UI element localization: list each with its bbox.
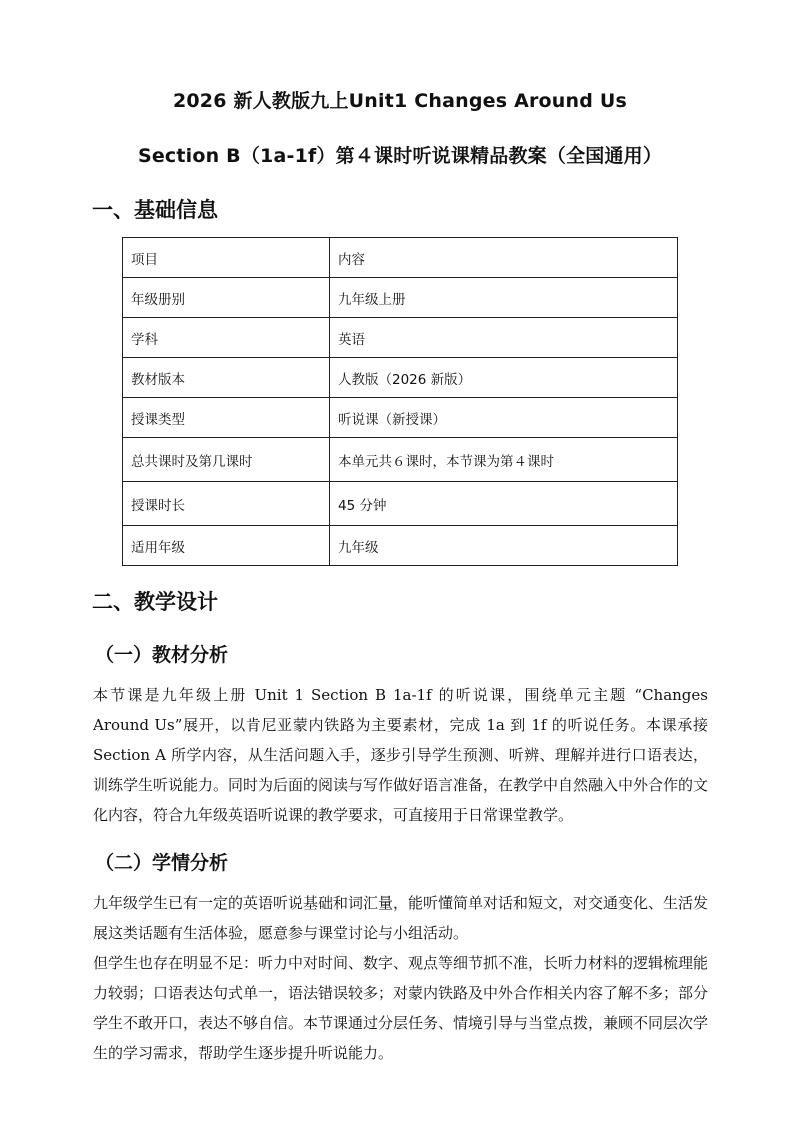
table-cell-value: 九年级 xyxy=(330,526,678,566)
table-row xyxy=(123,358,678,398)
table-row xyxy=(123,318,678,358)
basic-info-table xyxy=(122,237,678,566)
document-subtitle: Section B（1a-1f）第４课时听说课精品教案（全国通用） xyxy=(137,145,663,167)
table-cell-label: 项目 xyxy=(123,238,330,278)
table-row xyxy=(123,238,678,278)
table-cell-label: 适用年级 xyxy=(123,526,330,566)
table-cell-label: 年级册别 xyxy=(123,278,330,318)
table-row xyxy=(123,278,678,318)
table-cell-value: 英语 xyxy=(330,318,678,358)
section-heading-teaching-design: 二、教学设计 xyxy=(92,590,218,614)
table-row xyxy=(123,482,678,526)
table-cell-value: 本单元共６课时，本节课为第４课时 xyxy=(330,438,678,482)
table-cell-label: 授课时长 xyxy=(123,482,330,526)
section-heading-basic-info: 一、基础信息 xyxy=(92,198,218,222)
material-analysis-paragraph: 本节课是九年级上册 Unit 1 Section B 1a-1f 的听说课，围绕单元主题 “Changes Around Us”展开，以肯尼亚蒙内铁路为主要素材，完成 1a 到 1f 的听说任务。本课承接 Section A 所学内容，从生活问题入手，逐步引导学生预测、听辨、理解并进行口语表达，训练学生听说能力。同时为后面的阅读与写作做好语言准备，在教学中自然融入中外合作的文化内容，符合九年级英语听说课的教学要求，可直接用于日常课堂教学。 xyxy=(93,686,709,824)
student-analysis-paragraph-1: 九年级学生已有一定的英语听说基础和词汇量，能听懂简单对话和短文，对交通变化、生活发展这类话题有生活体验，愿意参与课堂讨论与小组活动。 xyxy=(93,894,709,942)
table-cell-value: 人教版（2026 新版） xyxy=(330,358,678,398)
table-cell-label: 教材版本 xyxy=(123,358,330,398)
table-cell-value: 内容 xyxy=(330,238,678,278)
table-row xyxy=(123,526,678,566)
table-row xyxy=(123,438,678,482)
table-row xyxy=(123,398,678,438)
subsection-heading-student-analysis: （二）学情分析 xyxy=(95,852,229,874)
table-cell-value: 九年级上册 xyxy=(330,278,678,318)
table-cell-label: 学科 xyxy=(123,318,330,358)
table-cell-label: 授课类型 xyxy=(123,398,330,438)
table-cell-value: 听说课（新授课） xyxy=(330,398,678,438)
table-cell-value: 45 分钟 xyxy=(330,482,678,526)
subsection-heading-material-analysis: （一）教材分析 xyxy=(95,644,229,666)
document-title: 2026 新人教版九上Unit1 Changes Around Us xyxy=(172,90,628,112)
table-cell-label: 总共课时及第几课时 xyxy=(123,438,330,482)
student-analysis-paragraph-2: 但学生也存在明显不足：听力中对时间、数字、观点等细节抓不准，长听力材料的逻辑梳理能力较弱；口语表达句式单一，语法错误较多；对蒙内铁路及中外合作相关内容了解不多；部分学生不敢开口，表达不够自信。本节课通过分层任务、情境引导与当堂点拨，兼顾不同层次学生的学习需求，帮助学生逐步提升听说能力。 xyxy=(93,954,709,1062)
